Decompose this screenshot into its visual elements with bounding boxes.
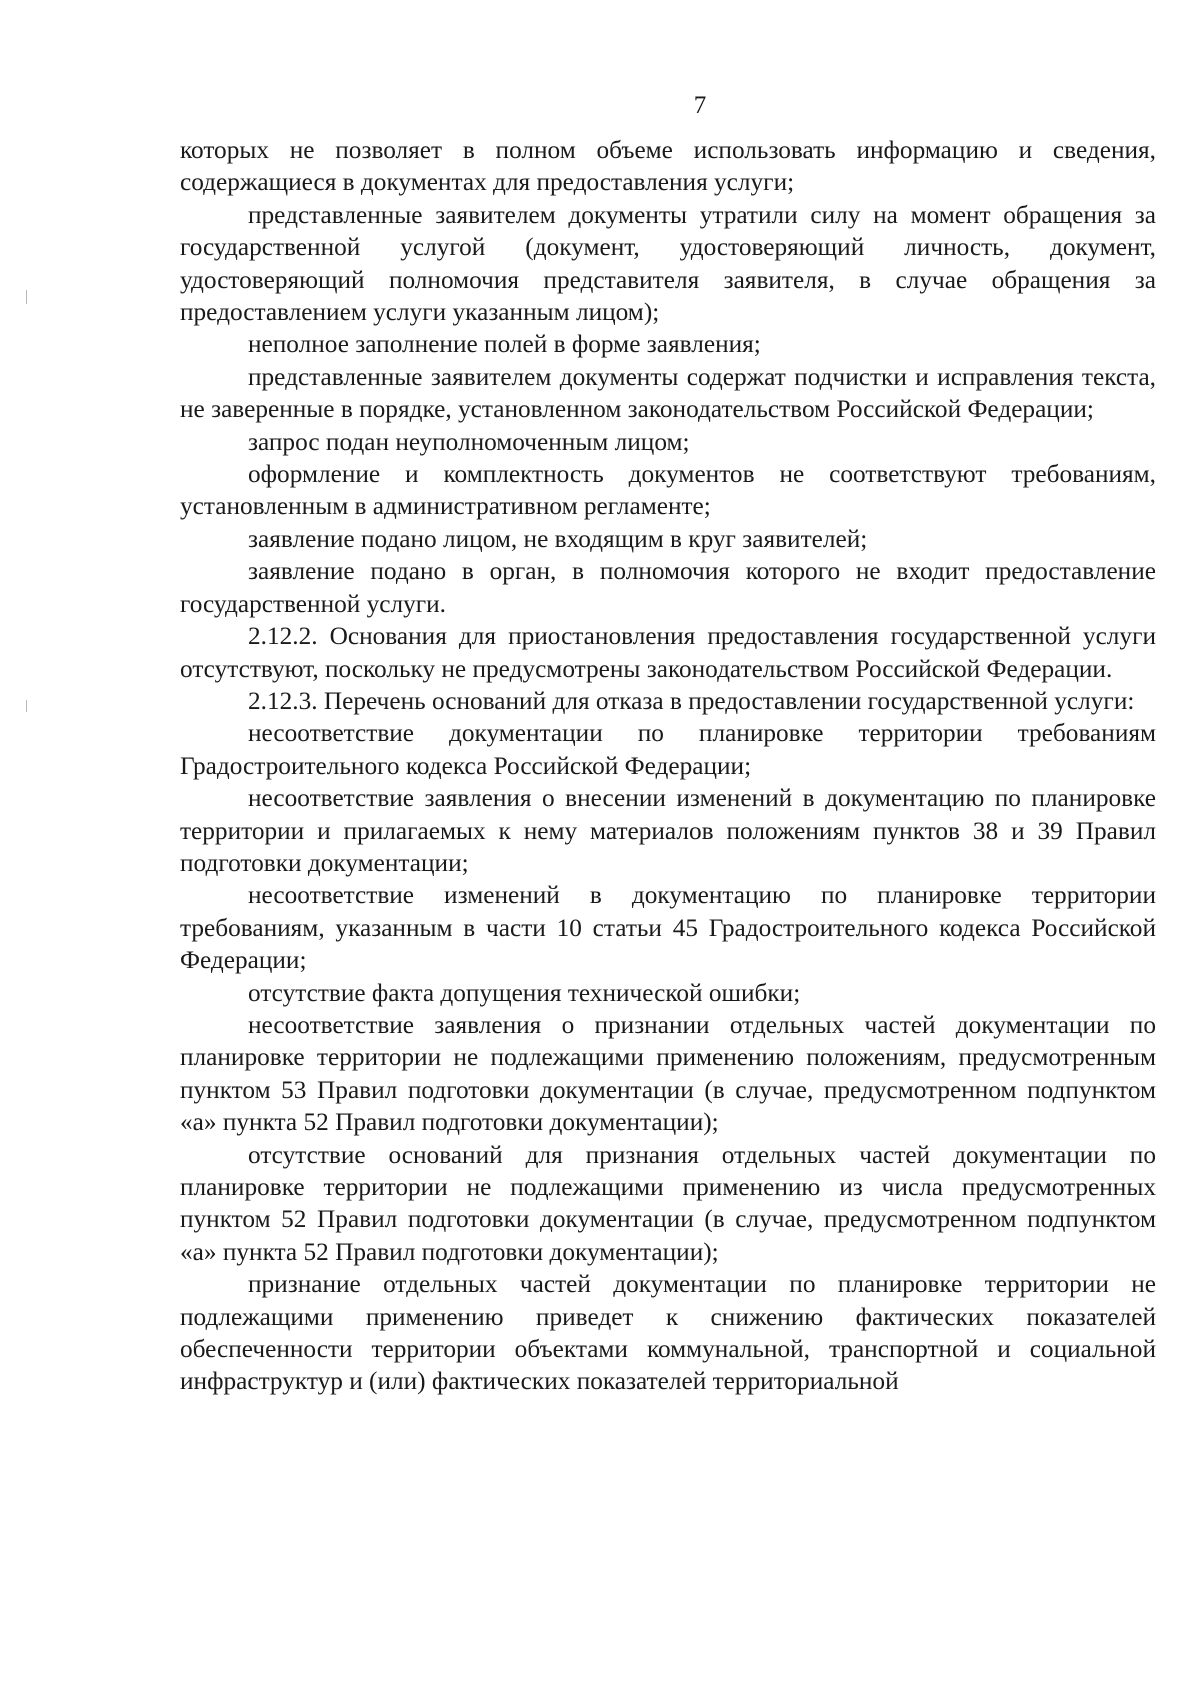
paragraph: признание отдельных частей документации по планировке территории не подлежащими применению приведет к снижению фактических показателей обеспеченности территории объектами коммунальной, транспортной и социальной инфраструктур и (или) фактических показателей территориальной xyxy=(180,1270,1156,1396)
scan-margin-mark xyxy=(26,290,27,304)
paragraph: запрос подан неуполномоченным лицом; xyxy=(248,427,690,456)
paragraph: оформление и комплектность документов не соответствуют требованиям, установленным в административном регламенте; xyxy=(180,460,1156,521)
page-number: 7 xyxy=(693,92,707,119)
paragraph: заявление подано в орган, в полномочия которого не входит предоставление государственной услуги. xyxy=(180,557,1156,618)
paragraph: неполное заполнение полей в форме заявления; xyxy=(248,330,761,359)
paragraph: которых не позволяет в полном объеме использовать информацию и сведения, содержащиеся в документах для предоставления услуги; xyxy=(180,136,1156,197)
scan-margin-mark xyxy=(26,700,27,712)
paragraph: несоответствие заявления о признании отдельных частей документации по планировке территории не подлежащими применению положениям, предусмотренным пунктом 53 Правил подготовки документации (в случае, предусмотренном подпунктом «а» пункта 52 Правил подготовки документации); xyxy=(180,1010,1156,1137)
paragraph: несоответствие заявления о внесении изменений в документацию по планировке территории и прилагаемых к нему материалов положениям пунктов 38 и 39 Правил подготовки документации; xyxy=(180,784,1156,877)
paragraph: отсутствие оснований для признания отдельных частей документации по планировке территории не подлежащими применению из числа предусмотренных пунктом 52 Правил подготовки документации (в случае, предусмотренном подпунктом «а» пункта 52 Правил подготовки документации); xyxy=(180,1140,1156,1266)
section-paragraph: 2.12.3. Перечень оснований для отказа в предоставлении государственной услуги: xyxy=(248,686,1135,715)
paragraph: представленные заявителем документы содержат подчистки и исправления текста, не заверенные в порядке, установленном законодательством Российской Федерации; xyxy=(180,362,1156,424)
paragraph: отсутствие факта допущения технической ошибки; xyxy=(248,978,801,1007)
document-body xyxy=(180,134,1156,1398)
section-paragraph: 2.12.2. Основания для приостановления предоставления государственной услуги отсутствуют, поскольку не предусмотрены законодательством Российской Федерации. xyxy=(180,622,1156,683)
paragraph: заявление подано лицом, не входящим в круг заявителей; xyxy=(248,524,868,553)
paragraph: представленные заявителем документы утратили силу на момент обращения за государственной услугой (документ, удостоверяющий личность, документ, удостоверяющий полномочия представителя заявителя, в случае обращения за предоставлением услуги указанным лицом); xyxy=(180,200,1156,327)
paragraph: несоответствие изменений в документацию по планировке территории требованиям, указанным в части 10 статьи 45 Градостроительного кодекса Российской Федерации; xyxy=(180,881,1156,975)
paragraph: несоответствие документации по планировке территории требованиям Градостроительного кодекса Российской Федерации; xyxy=(180,719,1156,780)
